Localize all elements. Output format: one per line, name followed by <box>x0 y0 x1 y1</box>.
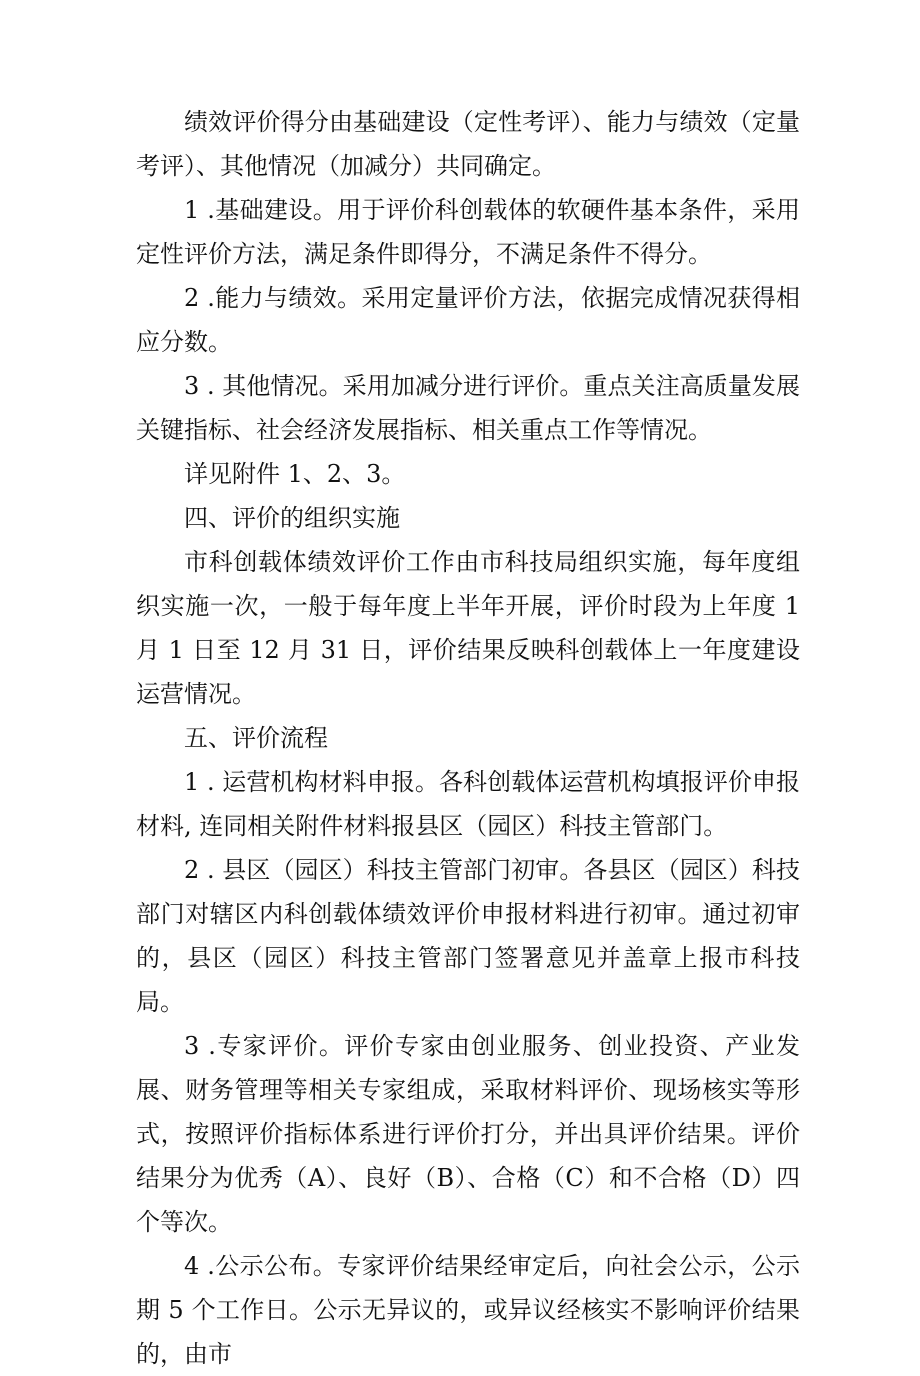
paragraph-basic-construction: 1 .基础建设。用于评价科创载体的软硬件基本条件，采用定性评价方法，满足条件即得分，不满足条件不得分。 <box>136 196 800 268</box>
section-heading-process: 五、评价流程 <box>184 724 328 752</box>
paragraph-capability-performance: 2 .能力与绩效。采用定量评价方法，依据完成情况获得相应分数。 <box>136 284 800 356</box>
section-heading-organization: 四、评价的组织实施 <box>184 504 400 532</box>
paragraph-organization: 市科创载体绩效评价工作由市科技局组织实施，每年度组织实施一次，一般于每年度上半年开展，评价时段为上年度 1 月 1 日至 12 月 31 日，评价结果反映科创载体上一年度建设运营情况。 <box>136 548 800 708</box>
paragraph-step-application: 1 . 运营机构材料申报。各科创载体运营机构填报评价申报材料, 连同相关附件材料报县区（园区）科技主管部门。 <box>136 768 800 840</box>
document-page <box>136 100 800 1376</box>
paragraph-step-publication: 4 .公示公布。专家评价结果经审定后，向社会公示，公示期 5 个工作日。公示无异议的，或异议经核实不影响评价结果的，由市 <box>136 1252 800 1368</box>
paragraph-step-expert-evaluation: 3 .专家评价。评价专家由创业服务、创业投资、产业发展、财务管理等相关专家组成，采取材料评价、现场核实等形式，按照评价指标体系进行评价打分，并出具评价结果。评价结果分为优秀（A）、良好（B）、合格（C）和不合格（D）四个等次。 <box>136 1032 800 1236</box>
paragraph-see-attachments: 详见附件 1、2、3。 <box>184 460 406 488</box>
paragraph-step-preliminary-review: 2 . 县区（园区）科技主管部门初审。各县区（园区）科技部门对辖区内科创载体绩效评价申报材料进行初审。通过初审的，县区（园区）科技主管部门签署意见并盖章上报市科技局。 <box>136 856 800 1016</box>
paragraph-score-composition: 绩效评价得分由基础建设（定性考评）、能力与绩效（定量考评）、其他情况（加减分）共同确定。 <box>136 108 800 180</box>
paragraph-other-situations: 3 . 其他情况。采用加减分进行评价。重点关注高质量发展关键指标、社会经济发展指标、相关重点工作等情况。 <box>136 372 800 444</box>
